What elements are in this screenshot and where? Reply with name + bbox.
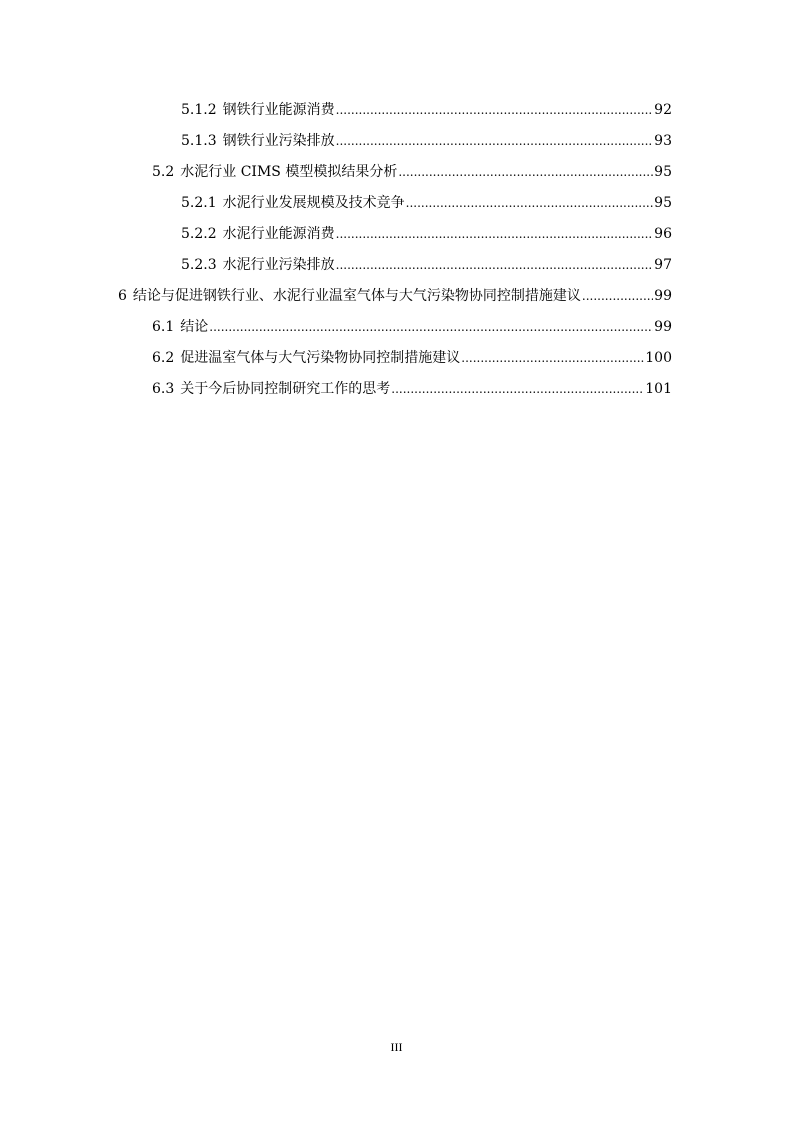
- toc-entry-number: 6: [118, 288, 127, 304]
- toc-entry-title: 关于今后协同控制研究工作的思考: [180, 381, 391, 397]
- toc-entry-number: 5.2.2: [181, 226, 217, 242]
- toc-entry-number: 5.1.2: [181, 102, 217, 118]
- toc-entry-page: 92: [654, 102, 672, 118]
- toc-entry-title: 钢铁行业能源消费: [222, 102, 335, 118]
- dot-leader: [461, 346, 644, 370]
- toc-entry-page: 95: [654, 195, 672, 211]
- dot-leader: [398, 160, 653, 184]
- dot-leader: [336, 129, 654, 153]
- toc-entry-page: 96: [654, 226, 672, 242]
- toc-entry-number: 5.2.3: [181, 257, 217, 273]
- dot-leader: [391, 377, 644, 401]
- toc-entry-number: 5.1.3: [181, 133, 217, 149]
- toc-entry-title: 促进温室气体与大气污染物协同控制措施建议: [180, 350, 461, 366]
- toc-entry[interactable]: [152, 315, 672, 346]
- toc-entry[interactable]: [181, 191, 672, 222]
- dot-leader: [336, 98, 654, 122]
- table-of-contents: [0, 98, 793, 408]
- toc-entry-number: 6.3: [152, 381, 175, 397]
- toc-entry-number: 5.2.1: [181, 195, 217, 211]
- toc-entry[interactable]: [152, 346, 672, 377]
- toc-entry-page: 97: [654, 257, 672, 273]
- toc-entry-title: 钢铁行业污染排放: [222, 133, 335, 149]
- toc-entry-page: 99: [654, 288, 672, 304]
- toc-entry-page: 101: [645, 381, 672, 397]
- toc-entry-title: 结论与促进钢铁行业、水泥行业温室气体与大气污染物协同控制措施建议: [132, 288, 581, 304]
- toc-entry-title: 水泥行业能源消费: [222, 226, 335, 242]
- toc-entry-number: 6.2: [152, 350, 175, 366]
- toc-entry[interactable]: [152, 160, 672, 191]
- toc-entry-title: 水泥行业发展规模及技术竞争: [222, 195, 405, 211]
- toc-entry-title: 水泥行业污染排放: [222, 257, 335, 273]
- dot-leader: [336, 253, 654, 277]
- toc-entry[interactable]: [181, 98, 672, 129]
- toc-entry[interactable]: [152, 377, 672, 408]
- toc-entry-page: 100: [645, 350, 672, 366]
- toc-entry[interactable]: [181, 222, 672, 253]
- dot-leader: [336, 222, 654, 246]
- toc-entry[interactable]: [118, 284, 672, 315]
- toc-entry-page: 93: [654, 133, 672, 149]
- toc-entry-number: 6.1: [152, 319, 175, 335]
- dot-leader: [209, 315, 653, 339]
- dot-leader: [406, 191, 654, 215]
- toc-entry-number: 5.2: [152, 164, 175, 180]
- toc-entry-page: 95: [654, 164, 672, 180]
- page-number-footer: III: [390, 1040, 403, 1054]
- toc-entry-page: 99: [654, 319, 672, 335]
- toc-entry[interactable]: [181, 253, 672, 284]
- toc-entry[interactable]: [181, 129, 672, 160]
- toc-entry-title: 结论: [180, 319, 209, 335]
- toc-entry-title: 水泥行业 CIMS 模型模拟结果分析: [180, 164, 398, 180]
- dot-leader: [582, 284, 653, 308]
